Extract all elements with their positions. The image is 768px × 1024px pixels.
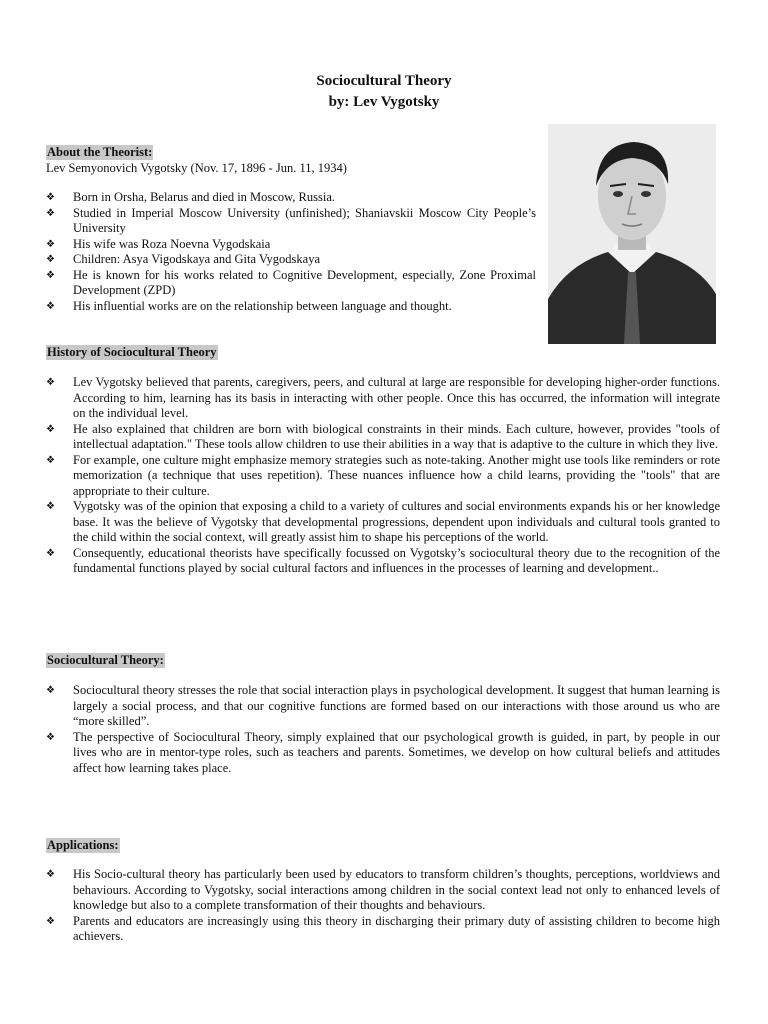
document-title-block xyxy=(0,71,768,113)
diamond-bullet-icon: ❖ xyxy=(46,501,55,512)
diamond-bullet-icon: ❖ xyxy=(46,423,55,435)
diamond-bullet-icon: ❖ xyxy=(46,207,55,219)
about-intro: Lev Semyonovich Vygotsky (Nov. 17, 1896 - Jun. 11, 1934) xyxy=(46,161,347,175)
diamond-bullet-icon: ❖ xyxy=(46,300,55,312)
list-item: ❖ Children: Asya Vigodskaya and Gita Vygodskaya xyxy=(46,252,321,266)
list-item: ❖ He is known for his works related to Cognitive Development, especially, Zone Proximal Development (ZPD) xyxy=(46,267,536,297)
diamond-bullet-icon: ❖ xyxy=(46,254,55,265)
portrait-photo xyxy=(548,124,716,344)
history-heading: History of Sociocultural Theory xyxy=(47,345,217,359)
about-heading: About the Theorist: xyxy=(47,145,153,159)
list-item: ❖ Parents and educators are increasingly using this theory in discharging their primary duty of assisting children to become high achievers. xyxy=(46,913,720,943)
list-item: ❖ His influential works are on the relationship between language and thought. xyxy=(46,298,452,313)
list-item: ❖ He also explained that children are born with biological constraints in their minds. Each culture, however, provides "tools of intellectual adaptation." These tools allow children to use their abilities in a way that is adaptive to the culture in which they live. xyxy=(46,421,720,451)
diamond-bullet-icon: ❖ xyxy=(46,269,55,281)
list-item: ❖ His Socio-cultural theory has particularly been used by educators to transform children’s thoughts, perceptions, worldviews and behaviours. According to Vygotsky, social interactions among children in the social context lead not only to enhanced levels of knowledge but also to a complete transformation of their thoughts and behaviours. xyxy=(46,867,720,912)
diamond-bullet-icon: ❖ xyxy=(46,454,55,466)
about-list xyxy=(46,190,536,314)
document-title: Sociocultural Theory xyxy=(316,73,452,89)
theory-list xyxy=(46,683,720,776)
diamond-bullet-icon: ❖ xyxy=(46,915,55,927)
list-item: ❖ Consequently, educational theorists have specifically focussed on Vygotsky’s sociocultural theory due to the recognition of the fundamental functions played by social cultural factors and influences in the processes of learning and development.. xyxy=(46,545,720,575)
list-item: ❖ Lev Vygotsky believed that parents, caregivers, peers, and cultural at large are responsible for developing higher-order functions. According to him, learning has its basis in interacting with other people. Once this has occurred, the information will integrate on the individual level. xyxy=(46,375,720,420)
list-item: ❖ Born in Orsha, Belarus and died in Moscow, Russia. xyxy=(46,190,336,204)
list-item: ❖ His wife was Roza Noevna Vygodskaia xyxy=(46,236,271,251)
diamond-bullet-icon: ❖ xyxy=(46,547,55,559)
list-item: ❖ Studied in Imperial Moscow University (unfinished); Shaniavskii Moscow City People’s University xyxy=(46,205,536,235)
list-item: ❖ Sociocultural theory stresses the role that social interaction plays in psychological development. It suggest that human learning is largely a social process, and that our cognitive functions are formed based on our interactions with those around us who are “more skilled”. xyxy=(46,683,720,728)
list-item: ❖ For example, one culture might emphasize memory strategies such as note-taking. Another might use tools like reminders or rote memorization (a technique that uses repetition). These nuances influence how a child learns, providing the "tools" that are appropriate to their culture. xyxy=(46,452,720,498)
diamond-bullet-icon: ❖ xyxy=(46,731,55,743)
diamond-bullet-icon: ❖ xyxy=(46,869,55,880)
history-list xyxy=(46,375,720,577)
document-byline: by: Lev Vygotsky xyxy=(328,94,440,110)
applications-heading: Applications: xyxy=(47,838,119,852)
diamond-bullet-icon: ❖ xyxy=(46,377,55,388)
applications-list xyxy=(46,867,720,945)
list-item: ❖ Vygotsky was of the opinion that exposing a child to a variety of cultures and social environments expands his or her knowledge base. It was the believe of Vygotsky that developmental progressions, dependent upon individuals and cultural tools granted to the child within the social context, will greatly assist him to shape his perceptions of the world. xyxy=(46,499,720,544)
diamond-bullet-icon: ❖ xyxy=(46,685,55,696)
list-item: ❖ The perspective of Sociocultural Theory, simply explained that our psychological growth is guided, in part, by people in our lives who are in mentor-type roles, such as teachers and parents. Sometimes, we develop on how cultural beliefs and attitudes affect how learning takes place. xyxy=(46,729,720,775)
theory-heading: Sociocultural Theory: xyxy=(47,653,164,667)
diamond-bullet-icon: ❖ xyxy=(46,238,55,250)
diamond-bullet-icon: ❖ xyxy=(46,192,55,203)
